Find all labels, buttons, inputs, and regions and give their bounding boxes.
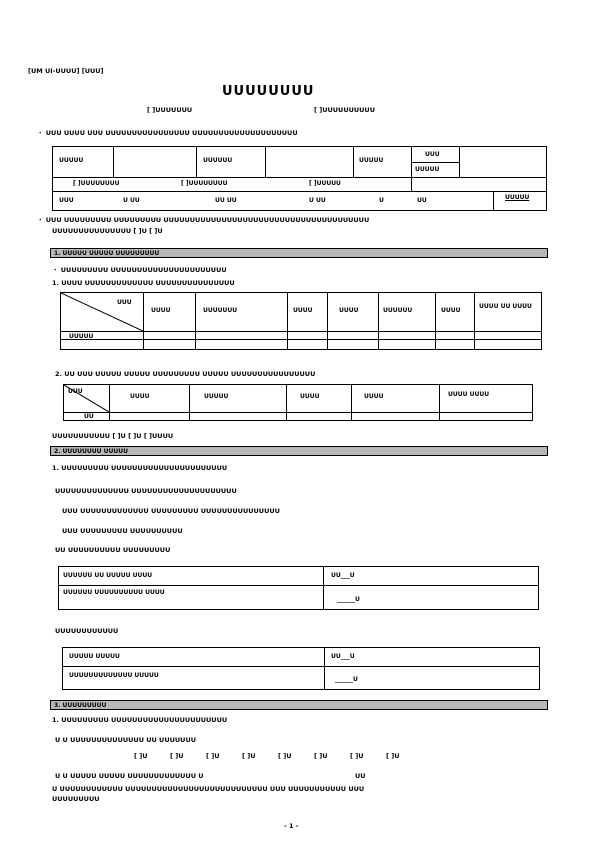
note2-line1: ・ UUU UUUUUUUUU UUUUUUUUU UUUUUUUUUUUUUUUUUUUUUUUUUUUUUUUUUUUUUUU xyxy=(37,216,370,224)
section-2-question-3: UUUUUUUUUUUU xyxy=(55,627,119,635)
label-name: UUUUU xyxy=(59,157,84,164)
table2-header-3: UUUUU xyxy=(204,393,229,400)
section-1-title: 1. UUUUU UUUUU UUUUUUUUU xyxy=(54,250,160,257)
section-3-question-2: U U UUUUU UUUUU UUUUUUUUUUUUU U xyxy=(55,772,204,780)
option-1[interactable]: [ ]U xyxy=(134,752,148,760)
section-2-title: 2. UUUUUUUU UUUUU xyxy=(54,448,128,455)
section-1-line3: 2. UU UUU UUUUU UUUUU UUUUUUUUU UUUUU UUUUUUUUUUUUUUUU xyxy=(55,370,316,378)
label-position: UUUUU xyxy=(359,157,384,164)
info-table xyxy=(52,146,547,211)
section-1-check-line[interactable]: UUUUUUUUUUU [ ]U [ ]U [ ]UUUU xyxy=(52,432,174,440)
section-3-line1: 1. UUUUUUUUU UUUUUUUUUUUUUUUUUUUUUU xyxy=(52,716,228,724)
section-3-question-1: U U UUUUUUUUUUUUUU UU UUUUUUU xyxy=(55,736,197,744)
survey-table-2 xyxy=(63,384,533,421)
option-type-c[interactable]: [ ]UUUUU xyxy=(309,180,341,187)
page-number: - 1 - xyxy=(284,822,299,830)
date-minute: UU xyxy=(417,197,427,204)
section-2-question-1: UUUUUUUUUUUUUU UUUUUUUUUUUUUUUUUUUU xyxy=(55,487,237,495)
date-day: U UU xyxy=(309,197,326,204)
form-number: [UM UI-UUUU] [UUU] xyxy=(28,67,104,75)
option-checkbox-1[interactable]: [ ]UUUUUUU xyxy=(147,106,193,114)
survey-table-1 xyxy=(60,292,542,350)
table1-row-label: UUUUU xyxy=(69,333,94,340)
table1-header-6: UUUUUU xyxy=(383,307,413,314)
section-2-question-2: UU UUUUUUUUUU UUUUUUUUU xyxy=(55,546,171,554)
section-2-line1: 1. UUUUUUUUU UUUUUUUUUUUUUUUUUUUUUU xyxy=(52,464,228,472)
answer-box-2 xyxy=(62,647,540,690)
option-7[interactable]: [ ]U xyxy=(350,752,364,760)
box1-row2-label: UUUUUU UUUUUUUUUU UUUU xyxy=(63,589,165,596)
date-month: UU UU xyxy=(215,197,237,204)
table2-header-5: UUUU xyxy=(364,393,384,400)
section-2-q1-options-a[interactable]: UUU UUUUUUUUUUUUU UUUUUUUUU UUUUUUUUUUUUUUU xyxy=(62,507,280,515)
table1-header-3: UUUUUUU xyxy=(203,307,238,314)
answer-box-1 xyxy=(58,566,539,610)
table1-header-corner: UUU xyxy=(117,299,132,306)
section-2-bar xyxy=(50,446,548,456)
box2-row1-value[interactable]: UU___U xyxy=(331,653,355,660)
section-3-note-line2: UUUUUUUUU xyxy=(52,795,100,803)
option-type-b[interactable]: [ ]UUUUUUUU xyxy=(181,180,228,187)
section-1-line2: 1. UUUU UUUUUUUUUUUUU UUUUUUUUUUUUUUU xyxy=(52,279,235,287)
table1-header-7: UUUU xyxy=(441,307,461,314)
box1-row1-value[interactable]: UU___U xyxy=(331,572,355,579)
table2-header-6: UUUU UUUU xyxy=(448,391,490,398)
section-2-q1-options-b[interactable]: UUU UUUUUUUUU UUUUUUUUUU xyxy=(62,527,183,535)
option-checkbox-2[interactable]: [ ]UUUUUUUUUU xyxy=(314,106,375,114)
section-3-note-line1: U UUUUUUUUUUUU UUUUUUUUUUUUUUUUUUUUUUUUUUU UUU UUUUUUUUUUU UUU xyxy=(52,785,365,793)
date-year: U UU xyxy=(123,197,140,204)
box1-row2-value[interactable]: ______U xyxy=(337,596,360,603)
table1-header-4: UUUU xyxy=(293,307,313,314)
section-3-q2-value[interactable]: UU xyxy=(355,772,366,780)
section-1-line1: ・ UUUUUUUUU UUUUUUUUUUUUUUUUUUUUUU xyxy=(52,266,227,274)
table2-header-4: UUUU xyxy=(300,393,320,400)
intro-note: ・ UUU UUUU UUU UUUUUUUUUUUUUUUU UUUUUUUUUUUUUUUUUUUU xyxy=(37,129,298,137)
table1-header-2: UUUU xyxy=(151,307,171,314)
box2-row1-label: UUUUU UUUUU xyxy=(69,653,120,660)
option-4[interactable]: [ ]U xyxy=(242,752,256,760)
table2-header-2: UUUU xyxy=(130,393,150,400)
table1-header-8: UUUU UU UUUU xyxy=(479,303,532,310)
document-title: UUUUUUUU xyxy=(222,84,315,99)
label-contact-sub: UUUUU xyxy=(415,166,440,173)
option-5[interactable]: [ ]U xyxy=(278,752,292,760)
table1-header-5: UUUU xyxy=(339,307,359,314)
section-3-title: 3. UUUUUUUUU xyxy=(54,702,107,709)
note2-line2: UUUUUUUUUUUUUUU [ ]U [ ]U xyxy=(52,227,163,235)
option-type-a[interactable]: [ ]UUUUUUUU xyxy=(73,180,120,187)
label-date: UUU xyxy=(59,197,74,204)
option-2[interactable]: [ ]U xyxy=(170,752,184,760)
box1-row1-label: UUUUUU UU UUUUU UUUU xyxy=(63,572,153,579)
box2-row2-value[interactable]: ______U xyxy=(335,676,358,683)
option-3[interactable]: [ ]U xyxy=(206,752,220,760)
option-6[interactable]: [ ]U xyxy=(314,752,328,760)
option-8[interactable]: [ ]U xyxy=(386,752,400,760)
table2-row-label: UU xyxy=(84,413,94,420)
section-3-bar xyxy=(50,700,548,710)
box2-row2-label: UUUUUUUUUUUUU UUUUU xyxy=(69,672,159,679)
label-check: UUUUU xyxy=(505,194,530,201)
label-affiliation: UUUUUU xyxy=(203,157,233,164)
label-contact: UUU xyxy=(425,151,440,158)
table2-header-1: UUU xyxy=(68,388,83,395)
date-hour: U xyxy=(379,197,384,204)
section-1-bar xyxy=(50,248,548,258)
